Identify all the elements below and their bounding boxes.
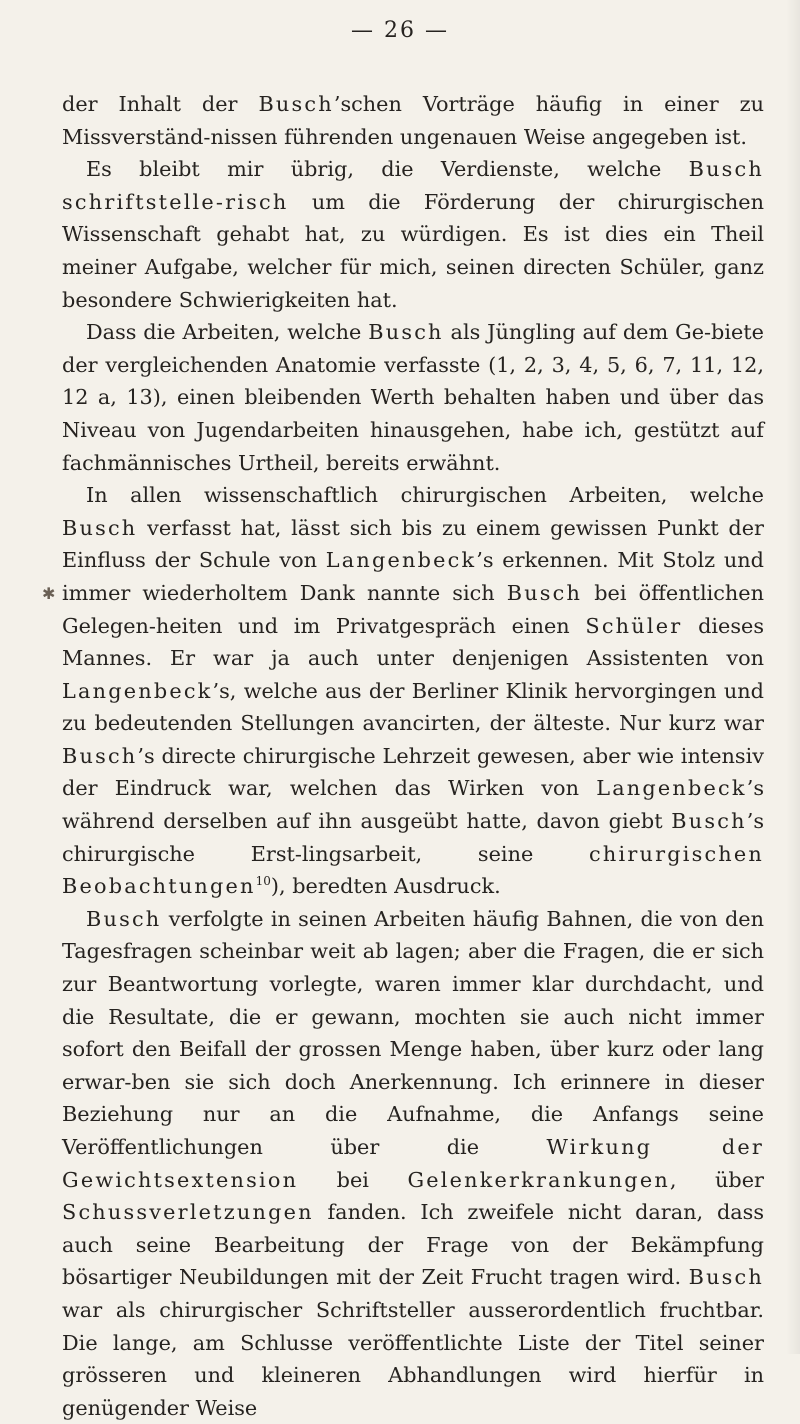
spaced-name: Busch <box>671 809 747 834</box>
text-run: ’s chirurgische Erst-lingsarbeit, seine <box>62 809 764 866</box>
text-run: war als chirurgischer Schriftsteller ausserordentlich fruchtbar. Die lange, am Schlusse veröffentlichte Liste der Titel seiner grösseren und kleineren Abhandlungen wird hierfür in genügender Weise <box>62 1297 764 1420</box>
spaced-name: Busch <box>506 580 583 605</box>
spaced-name: Busch <box>688 1265 764 1290</box>
spaced-name: Busch <box>62 515 138 540</box>
spaced-name: schriftstelle-risch <box>62 189 289 214</box>
text-run: ’s erkennen. Mit Stolz und immer wiederholtem Dank nannte sich <box>62 548 764 605</box>
spaced-name: Schüler <box>585 613 683 638</box>
text-run: der Inhalt der <box>62 92 259 116</box>
spaced-name: Gelenkerkrankungen <box>407 1167 670 1192</box>
paragraph <box>62 479 764 903</box>
text-run: ’s directe chirurgische Lehrzeit gewesen, aber wie intensiv der Eindruck war, welchen das Wirken von <box>62 743 764 801</box>
margin-mark: ✱ <box>42 584 56 603</box>
text-run: bei öffentlichen Gelegen-heiten und im Privatgespräch einen <box>62 580 764 638</box>
text-run: ’s, welche aus der Berliner Klinik hervorgingen und zu bedeutenden Stellungen avancirten, der älteste. Nur kurz war <box>62 678 764 736</box>
footnote-ref: 10 <box>255 874 271 889</box>
text-run: als Jüngling auf dem Ge-biete der vergleichenden Anatomie verfasste (1, 2, 3, 4, 5, 6, 7, 11, 12, 12 a, 13), einen bleibenden Werth behalten haben und über das Niveau von Jugendarbeiten hinausgehen, habe ich, gestützt auf fachmännisches Urtheil, bereits erwähnt. <box>62 320 764 475</box>
page-number: — 26 — <box>351 18 449 43</box>
text-run: ), beredten Ausdruck. <box>270 874 501 899</box>
spaced-name: Langenbeck <box>596 776 747 801</box>
text-run: verfolgte in seinen Arbeiten häufig Bahnen, die von den Tagesfragen scheinbar weit ab lagen; aber die Fragen, die er sich zur Beantwortung vorlegte, waren immer klar durchdacht, und die Resultate, die er gewann, mochten sie auch nicht immer sofort den Beifall der grossen Menge haben, über kurz oder lang erwar-ben sie sich doch Anerkennung. Ich erinnere in dieser Beziehung nur an die Aufnahme, die Anfangs seine Veröffentlichungen über die <box>62 906 764 1159</box>
text-run: verfasst hat, lässt sich bis zu einem gewissen Punkt der Einfluss der Schule von <box>62 515 764 573</box>
paragraph <box>62 316 764 479</box>
text-run: In allen wissenschaftlich chirurgischen Arbeiten, welche <box>86 483 764 508</box>
spaced-name: Schussverletzungen <box>62 1200 314 1225</box>
spaced-name: Busch <box>62 743 138 768</box>
text-run: fanden. Ich zweifele nicht daran, dass auch seine Bearbeitung der Frage von der Bekämpfung bösartiger Neubildungen mit der Zeit Frucht tragen wird. <box>62 1200 764 1290</box>
body-text <box>62 88 764 1424</box>
spaced-name: Wirkung der Gewichtsextension <box>62 1135 764 1192</box>
paragraph <box>62 153 764 316</box>
text-run: ’s während derselben auf ihn ausgeübt hatte, davon giebt <box>62 776 764 834</box>
text-run: bei <box>298 1167 408 1192</box>
text-run: Dass die Arbeiten, welche <box>86 320 369 345</box>
spaced-name: Langenbeck <box>62 678 213 703</box>
text-run: ’schen Vorträge häufig in einer zu Missverständ-nissen führenden ungenauen Weise angegeben ist. <box>62 92 764 149</box>
paragraph <box>62 88 764 153</box>
spaced-name: Busch <box>258 92 334 116</box>
text-run: , über <box>669 1167 764 1192</box>
paragraph <box>62 903 764 1424</box>
spaced-name: Langenbeck <box>325 548 477 573</box>
spaced-name: Busch <box>368 320 444 345</box>
spaced-name: Busch <box>688 157 764 182</box>
text-run: Es bleibt mir übrig, die Verdienste, welche <box>86 157 689 182</box>
spaced-name: chirurgischen Beobachtungen <box>62 841 764 899</box>
text-run: dieses Mannes. Er war ja auch unter denjenigen Assistenten von <box>62 613 764 671</box>
page-edge-shadow <box>786 0 800 1354</box>
text-run: um die Förderung der chirurgischen Wissenschaft gehabt hat, zu würdigen. Es ist dies ein Theil meiner Aufgabe, welcher für mich, seinen directen Schüler, ganz besondere Schwierigkeiten hat. <box>62 189 764 312</box>
spaced-name: Busch <box>86 906 162 931</box>
